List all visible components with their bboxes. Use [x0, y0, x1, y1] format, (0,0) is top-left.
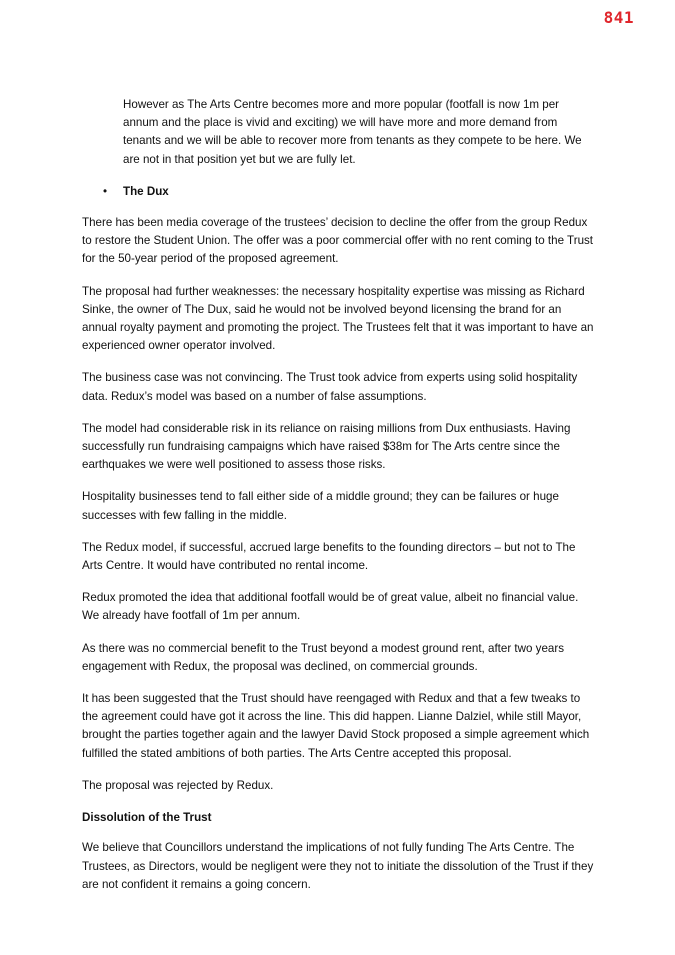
document-body	[82, 96, 597, 908]
paragraph-reengaged: It has been suggested that the Trust should have reengaged with Redux and that a few tweaks to the agreement could have got it across the line. This did happen. Lianne Dalziel, while still Mayor, brought the parties together again and the lawyer David Stock proposed a simple agreement which fulfilled the stated ambitions of both parties. The Arts Centre accepted this proposal.	[82, 692, 590, 760]
paragraph-declined: As there was no commercial benefit to the Trust beyond a modest ground rent, after two years engagement with Redux, the proposal was declined, on commercial grounds.	[82, 641, 565, 673]
bullet-heading-text: The Dux	[123, 184, 169, 198]
bullet-icon: •	[103, 184, 108, 198]
section-heading: Dissolution of the Trust	[82, 811, 212, 825]
page-number: 841	[603, 8, 634, 27]
paragraph-rejected: The proposal was rejected by Redux.	[82, 778, 274, 792]
paragraph-footfall: Redux promoted the idea that additional footfall would be of great value, albeit no financial value. We already have footfall of 1m per annum.	[82, 591, 579, 623]
paragraph-business-case: The business case was not convincing. The Trust took advice from experts using solid hospitality data. Redux’s model was based on a number of false assumptions.	[82, 371, 578, 403]
paragraph-hospitality: Hospitality businesses tend to fall either side of a middle ground; they can be failures or huge successes with few falling in the middle.	[82, 490, 559, 522]
paragraph-media-coverage: There has been media coverage of the trustees’ decision to decline the offer from the group Redux to restore the Student Union. The offer was a poor commercial offer with no rent coming to the Trust for the 50-year period of the proposed agreement.	[82, 216, 594, 266]
paragraph-dissolution: We believe that Councillors understand the implications of not fully funding The Arts Centre. The Trustees, as Directors, would be negligent were they not to initiate the dissolution of the Trust if they are not confident it remains a going concern.	[82, 841, 594, 891]
intro-paragraph: However as The Arts Centre becomes more and more popular (footfall is now 1m per annum and the place is vivid and exciting) we will have more and more demand from tenants and we will be able to recover more from tenants as they compete to be here. We are not in that position yet but we are fully let.	[123, 98, 582, 166]
paragraph-weaknesses: The proposal had further weaknesses: the necessary hospitality expertise was missing as Richard Sinke, the owner of The Dux, said he would not be involved beyond licensing the brand for an annual royalty payment and promoting the project. The Trustees felt that it was important to have an experienced owner operator involved.	[82, 284, 594, 353]
bullet-heading	[82, 183, 597, 201]
paragraph-risk: The model had considerable risk in its reliance on raising millions from Dux enthusiasts. Having successfully run fundraising campaigns which have raised $38m for The Arts centre since the earthquakes we were well positioned to assess those risks.	[82, 421, 571, 472]
paragraph-redux-model: The Redux model, if successful, accrued large benefits to the founding directors – but not to The Arts Centre. It would have contributed no rental income.	[82, 540, 576, 573]
